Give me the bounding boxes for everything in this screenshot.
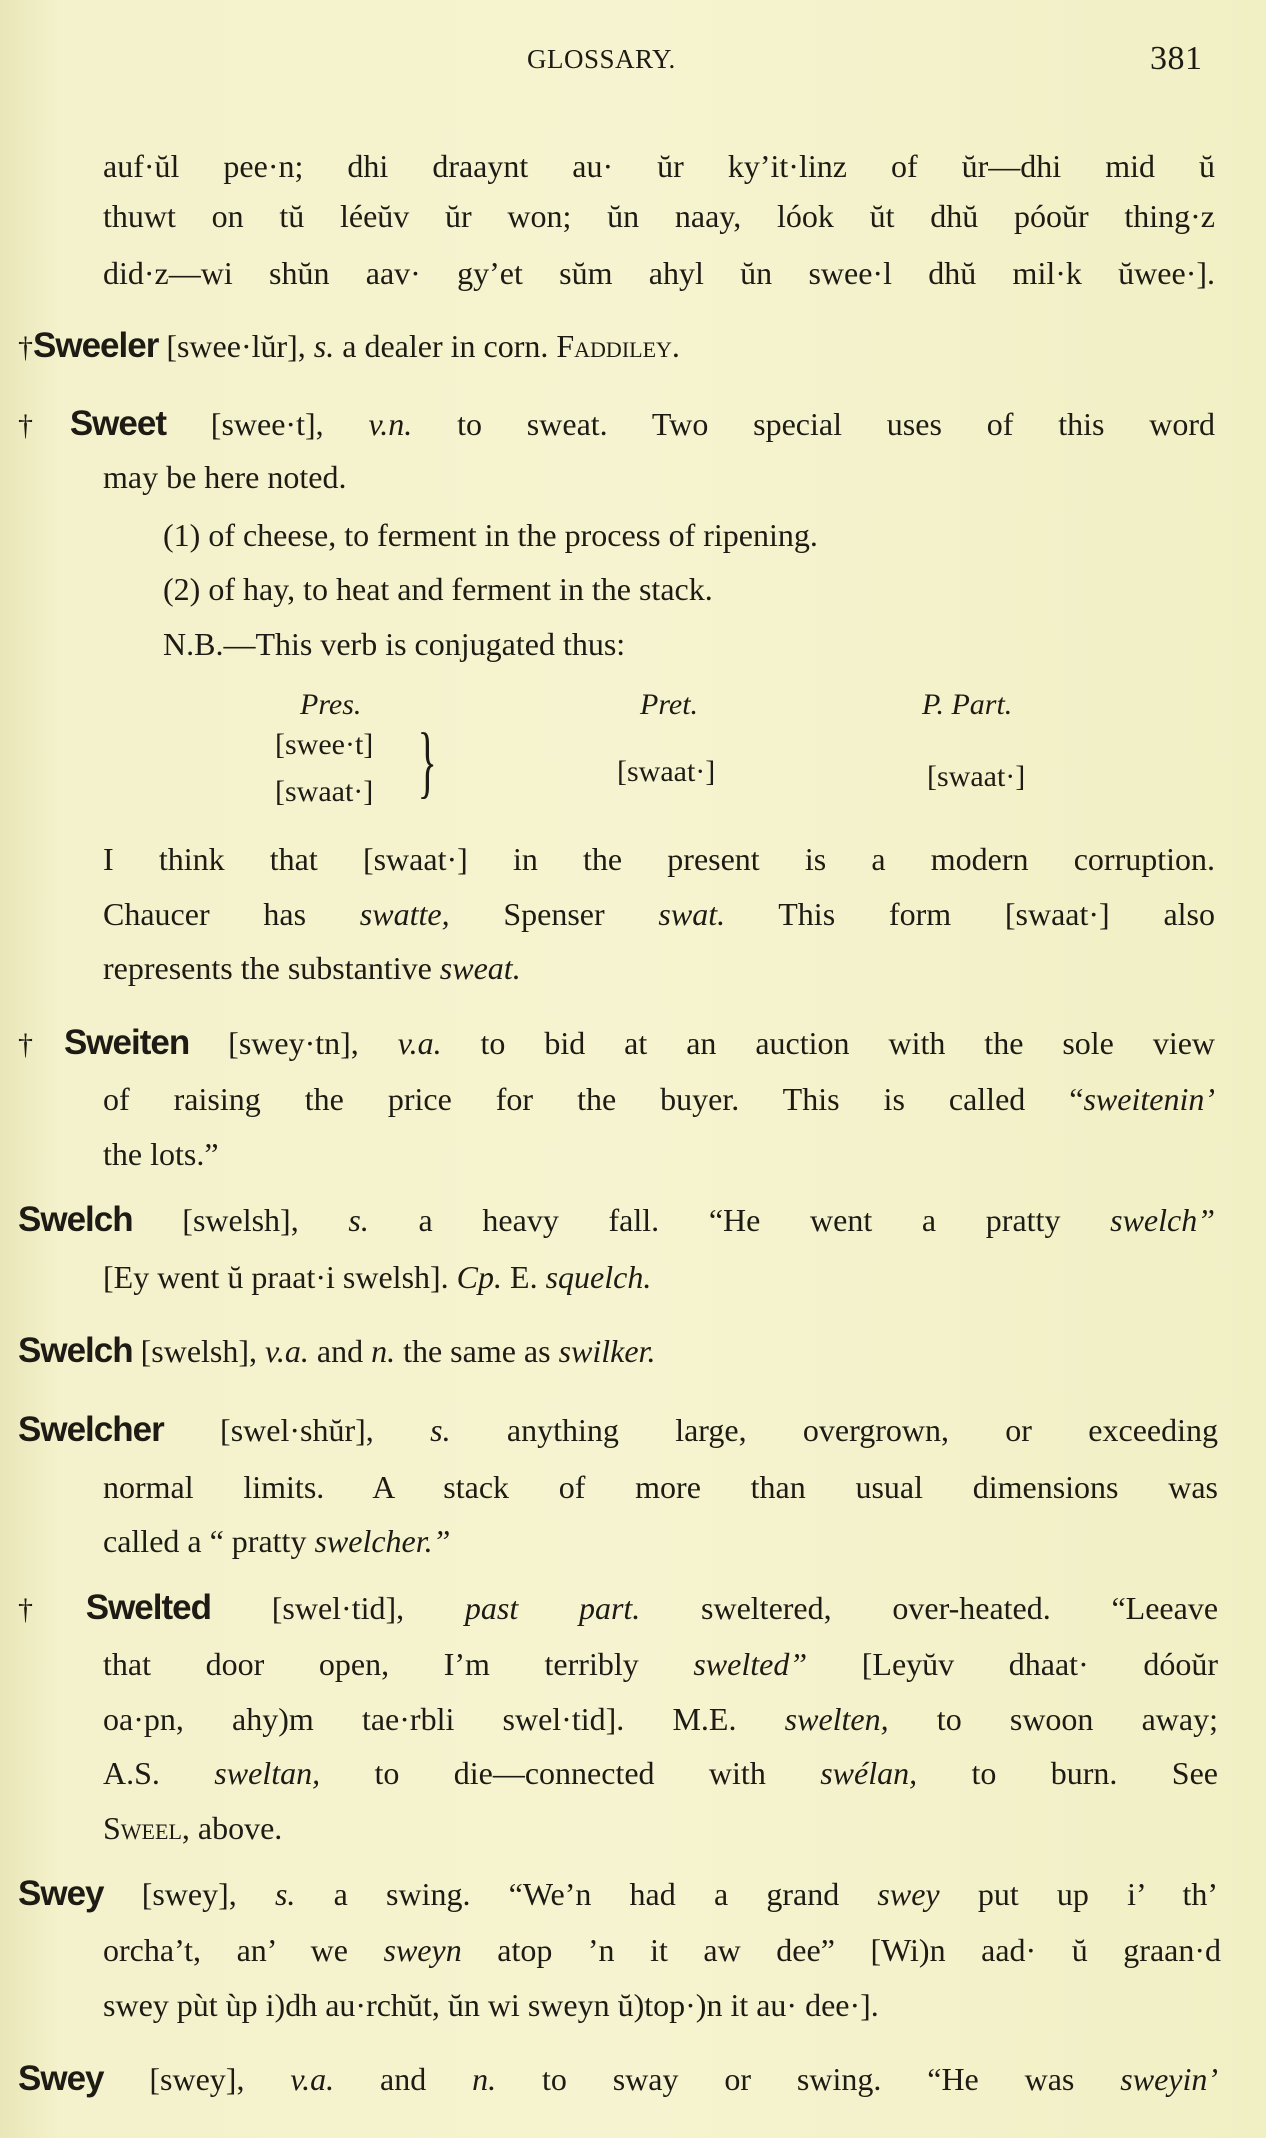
text-segment: and: [308, 1333, 372, 1369]
text-segment: A.S.: [103, 1755, 215, 1791]
italic-text: Cp.: [456, 1259, 503, 1295]
text-segment: atop ’n it aw dee” [Wi)n aad· ŭ graan·d: [461, 1932, 1222, 1968]
dagger-mark: †: [18, 331, 33, 364]
text-segment: , above.: [181, 1810, 283, 1846]
text-segment: the same as: [395, 1333, 559, 1369]
italic-text: swelcher.”: [314, 1523, 451, 1559]
italic-text: n.: [472, 2061, 497, 2097]
brace: }: [417, 718, 437, 806]
italic-text: v.a.: [397, 1025, 442, 1061]
text-segment: anything large, overgrown, or exceeding: [450, 1412, 1219, 1448]
dagger-mark: †: [18, 1593, 86, 1626]
text-line: [18, 1588, 1218, 1630]
italic-text: sweyin’: [1120, 2061, 1219, 2097]
italic-text: sweltan,: [214, 1755, 321, 1791]
text-segment: a heavy fall. “He went a pratty: [368, 1202, 1111, 1238]
text-line: [163, 515, 818, 555]
italic-text: n.: [371, 1333, 396, 1369]
text-segment: the lots.”: [103, 1136, 219, 1172]
headword: Swelcher: [18, 1410, 164, 1449]
dagger-mark: †: [18, 409, 70, 442]
text-segment: swey pùt ùp i)dh au·rchŭt, ŭn wi sweyn ŭ)top·)n it au· dee·].: [103, 1987, 879, 2023]
italic-text: sweat.: [439, 950, 521, 986]
text-segment: to bid at an auction with the sole view: [441, 1025, 1216, 1061]
text-segment: called a “ pratty: [103, 1523, 315, 1559]
italic-text: v.a.: [265, 1333, 309, 1369]
text-line: [163, 624, 625, 664]
text-line: [103, 1930, 1221, 1970]
text-line: [103, 1644, 1218, 1684]
pres-form-2: [swaat·]: [275, 775, 374, 808]
text-line: [103, 1985, 879, 2025]
text-segment: auf·ŭl pee·n; dhi draaynt au· ŭr ky’it·linz of ŭr—dhi mid ŭ: [103, 148, 1215, 184]
text-segment: did·z—wi shŭn aav· gy’et sŭm ahyl ŭn swee·l dhŭ mil·k ŭwee·].: [103, 255, 1215, 291]
text-segment: sweltered, over-heated. “Leeave: [640, 1590, 1219, 1626]
col-header-ppart: P. Part.: [922, 688, 1013, 721]
text-segment: a dealer in corn.: [334, 328, 557, 364]
text-line: [18, 1410, 1218, 1450]
text-segment: to swoon away;: [888, 1701, 1219, 1737]
italic-text: sweitenin’: [1083, 1081, 1215, 1117]
text-line: [103, 948, 521, 988]
italic-text: v.a.: [290, 2061, 335, 2097]
text-segment: [swey],: [103, 2061, 291, 2097]
italic-text: v.n.: [368, 406, 413, 442]
col-header-pres: Pres.: [300, 688, 362, 721]
headword: Sweiten: [63, 1023, 190, 1062]
text-segment: to burn. See: [917, 1755, 1219, 1791]
text-segment: [swelsh],: [132, 1202, 349, 1238]
text-line: [18, 1200, 1215, 1240]
text-segment: and: [334, 2061, 473, 2097]
page-number: 381: [1150, 40, 1203, 77]
text-segment: orcha’t, an’ we: [103, 1932, 384, 1968]
text-segment: oa·pn, ahy)m tae·rbli swel·tid]. M.E.: [103, 1701, 785, 1737]
text-segment: to die—connected with: [320, 1755, 821, 1791]
text-segment: that door open, I’m terribly: [103, 1646, 694, 1682]
text-segment: [swee·lŭr],: [158, 328, 314, 364]
text-line: [18, 2059, 1218, 2099]
col-header-pret: Pret.: [640, 688, 699, 721]
text-segment: [Leyŭv dhaat· dóoŭr: [807, 1646, 1219, 1682]
text-segment: [swel·shŭr],: [163, 1412, 431, 1448]
text-line: [103, 1467, 1218, 1507]
text-segment: put up i’ th’: [939, 1876, 1219, 1912]
text-line: [18, 1331, 655, 1371]
text-line: [18, 404, 1215, 446]
text-segment: may be here noted.: [103, 459, 347, 495]
text-segment: This form [swaat·] also: [725, 896, 1215, 932]
italic-text: swat.: [658, 896, 726, 932]
headword: Swelted: [85, 1588, 211, 1627]
headword: Swelch: [18, 1200, 133, 1239]
italic-text: sweyn: [383, 1932, 462, 1968]
italic-text: squelch.: [545, 1259, 652, 1295]
italic-text: swelted”: [693, 1646, 808, 1682]
dagger-mark: †: [18, 1028, 64, 1061]
text-segment: [swey·tn],: [189, 1025, 398, 1061]
text-segment: Chaucer has: [103, 896, 360, 932]
italic-text: s.: [274, 1876, 296, 1912]
italic-text: swélan,: [820, 1755, 918, 1791]
text-line: [18, 1023, 1215, 1065]
ppart-form: [swaat·]: [927, 760, 1026, 793]
text-line: [103, 1808, 282, 1848]
running-header-title: GLOSSARY.: [527, 44, 676, 74]
italic-text: swelch”: [1110, 1202, 1216, 1238]
text-segment: N.B.—This verb is conjugated thus:: [163, 626, 626, 662]
text-segment: E.: [502, 1259, 546, 1295]
text-segment: [swey],: [103, 1876, 275, 1912]
text-line: [103, 1521, 450, 1561]
text-segment: [swee·t],: [165, 406, 369, 442]
text-segment: of raising the price for the buyer. This is called “: [103, 1081, 1084, 1117]
text-segment: [swel·tid],: [211, 1590, 465, 1626]
text-segment: [swelsh],: [132, 1333, 266, 1369]
pret-form: [swaat·]: [617, 755, 716, 788]
text-segment: to sway or swing. “He was: [496, 2061, 1121, 2097]
text-line: [163, 569, 713, 609]
text-segment: (2) of hay, to heat and ferment in the stack.: [163, 571, 713, 607]
text-line: [103, 457, 346, 497]
italic-text: s.: [348, 1202, 369, 1238]
pres-form-1: [swee·t]: [275, 728, 374, 761]
small-caps-text: Sweel: [103, 1810, 182, 1846]
text-segment: normal limits. A stack of more than usual dimensions was: [103, 1469, 1218, 1505]
text-segment: (1) of cheese, to ferment in the process of ripening.: [163, 517, 818, 553]
headword: Swey: [18, 2059, 104, 2098]
text-line: [18, 1874, 1218, 1914]
italic-text: s.: [430, 1412, 451, 1448]
text-segment: I think that [swaat·] in the present is a modern corruption.: [103, 841, 1215, 877]
italic-text: swey: [877, 1876, 940, 1912]
headword: Sweeler: [33, 326, 159, 365]
text-segment: Spenser: [449, 896, 659, 932]
text-segment: a swing. “We’n had a grand: [295, 1876, 878, 1912]
small-caps-text: Faddiley.: [556, 328, 680, 364]
text-line: [18, 326, 680, 368]
text-segment: thuwt on tŭ léeŭv ŭr won; ŭn naay, lóok ŭt dhŭ póoŭr thing·z: [103, 198, 1215, 234]
italic-text: past part.: [464, 1590, 641, 1626]
text-line: [103, 146, 1215, 186]
italic-text: s.: [313, 328, 335, 364]
text-line: [103, 1079, 1215, 1119]
text-line: [103, 1257, 651, 1297]
text-line: [103, 1753, 1218, 1793]
text-line: [103, 894, 1215, 934]
italic-text: swatte,: [359, 896, 450, 932]
text-segment: represents the substantive: [103, 950, 440, 986]
italic-text: swelten,: [784, 1701, 889, 1737]
italic-text: swilker.: [558, 1333, 656, 1369]
text-line: [103, 253, 1215, 293]
text-segment: [Ey went ŭ praat·i swelsh].: [103, 1259, 457, 1295]
text-segment: to sweat. Two special uses of this word: [412, 406, 1216, 442]
text-line: [103, 196, 1215, 236]
text-line: [103, 839, 1215, 879]
text-line: [103, 1699, 1218, 1739]
headword: Sweet: [69, 404, 166, 443]
headword: Swelch: [18, 1331, 133, 1370]
text-line: [103, 1134, 219, 1174]
headword: Swey: [18, 1874, 104, 1913]
